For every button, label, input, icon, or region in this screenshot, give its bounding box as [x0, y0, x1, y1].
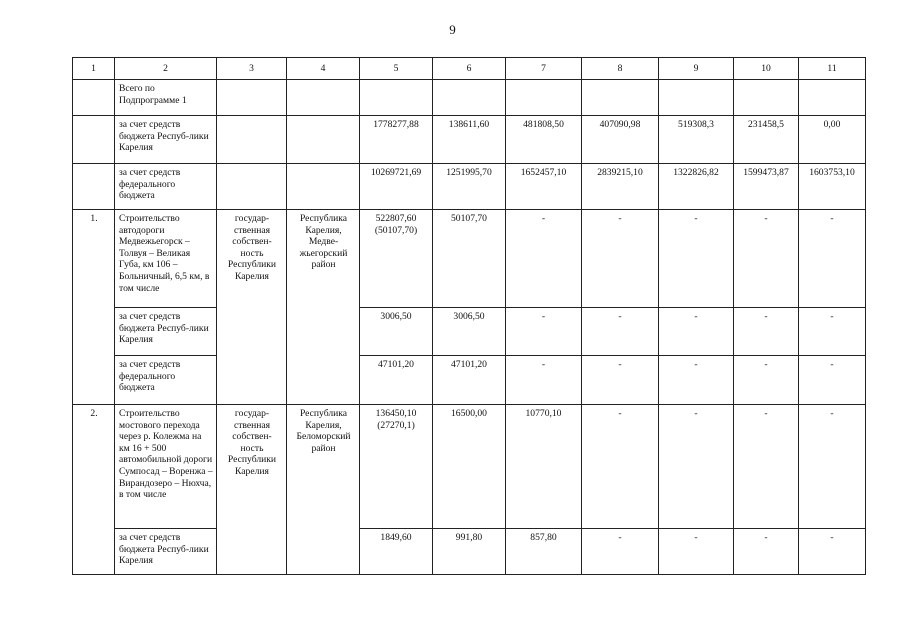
table-cell: [433, 80, 506, 116]
ownership-cell: государ-ственная собствен-ность Республики Карелия: [217, 405, 287, 575]
table-cell: [582, 80, 659, 116]
location-cell: Республика Карелия, Медве-жьегорский район: [287, 210, 360, 405]
table-cell: [217, 80, 287, 116]
table-cell: [73, 164, 115, 210]
value-cell: 1251995,70: [433, 164, 506, 210]
budget-table: [72, 57, 866, 575]
value-cell: 1599473,87: [734, 164, 799, 210]
value-cell: -: [582, 529, 659, 575]
summary-regional-row: [73, 116, 866, 164]
funding-source-label: за счет средств бюджета Респуб-лики Карелия: [115, 308, 217, 356]
table-cell: [73, 116, 115, 164]
value-cell: -: [506, 210, 582, 308]
value-cell: -: [506, 308, 582, 356]
table-cell: [217, 116, 287, 164]
value-cell: -: [659, 210, 734, 308]
project-regional-row: [73, 308, 866, 356]
value-cell: -: [582, 210, 659, 308]
value-cell: 1652457,10: [506, 164, 582, 210]
value-cell: -: [734, 405, 799, 529]
table-cell: [659, 80, 734, 116]
column-header: 8: [582, 58, 659, 80]
project-federal-row: [73, 356, 866, 405]
value-cell: -: [799, 529, 866, 575]
column-header: 11: [799, 58, 866, 80]
column-header: 9: [659, 58, 734, 80]
column-number-row: [73, 58, 866, 80]
project-row: [73, 210, 866, 308]
summary-total-row: [73, 80, 866, 116]
value-cell: 481808,50: [506, 116, 582, 164]
table-cell: [287, 116, 360, 164]
value-cell: -: [582, 308, 659, 356]
value-cell: 231458,5: [734, 116, 799, 164]
table-cell: [506, 80, 582, 116]
table-cell: [287, 80, 360, 116]
value-cell: -: [659, 356, 734, 405]
funding-source-label: за счет средств бюджета Респуб-лики Карелия: [115, 529, 217, 575]
project-name: Строительство мостового перехода через р. Колежма на км 16 + 500 автомобильной дороги Сумпосад – Воренжа – Вирандозеро – Нюхча, в том числе: [115, 405, 217, 529]
value-cell: -: [799, 210, 866, 308]
value-cell: -: [799, 308, 866, 356]
value-cell: -: [799, 405, 866, 529]
column-header: 1: [73, 58, 115, 80]
row-number: 1.: [73, 210, 115, 405]
value-cell: 16500,00: [433, 405, 506, 529]
funding-source-label: за счет средств федерального бюджета: [115, 356, 217, 405]
project-row: [73, 405, 866, 529]
value-cell: -: [659, 529, 734, 575]
value-cell: 47101,20: [360, 356, 433, 405]
value-cell: -: [799, 356, 866, 405]
location-cell: Республика Карелия, Беломорский район: [287, 405, 360, 575]
table-cell: [217, 164, 287, 210]
column-header: 2: [115, 58, 217, 80]
value-cell: 0,00: [799, 116, 866, 164]
column-header: 7: [506, 58, 582, 80]
value-cell: 47101,20: [433, 356, 506, 405]
value-cell: 10770,10: [506, 405, 582, 529]
value-cell: 857,80: [506, 529, 582, 575]
value-cell: -: [582, 356, 659, 405]
project-name: Строительство автодороги Медвежьегорск – Толвуя – Великая Губа, км 106 – Больничный, 6,5 км, в том числе: [115, 210, 217, 308]
value-cell: 3006,50: [433, 308, 506, 356]
value-cell: 3006,50: [360, 308, 433, 356]
value-cell: 991,80: [433, 529, 506, 575]
summary-federal-row: [73, 164, 866, 210]
value-cell: 2839215,10: [582, 164, 659, 210]
value-cell: -: [734, 308, 799, 356]
value-cell: -: [506, 356, 582, 405]
value-cell: -: [734, 356, 799, 405]
value-cell: -: [734, 529, 799, 575]
value-cell: 519308,3: [659, 116, 734, 164]
value-cell: -: [659, 405, 734, 529]
column-header: 4: [287, 58, 360, 80]
value-cell: 138611,60: [433, 116, 506, 164]
value-cell: 407090,98: [582, 116, 659, 164]
table-cell: [799, 80, 866, 116]
value-cell: 1778277,88: [360, 116, 433, 164]
value-cell: 50107,70: [433, 210, 506, 308]
value-cell: -: [659, 308, 734, 356]
value-cell: 136450,10 (27270,1): [360, 405, 433, 529]
project-regional-row: [73, 529, 866, 575]
row-number: 2.: [73, 405, 115, 575]
ownership-cell: государ-ственная собствен-ность Республики Карелия: [217, 210, 287, 405]
value-cell: 1603753,10: [799, 164, 866, 210]
value-cell: -: [734, 210, 799, 308]
value-cell: 1322826,82: [659, 164, 734, 210]
value-cell: 1849,60: [360, 529, 433, 575]
table-cell: [360, 80, 433, 116]
column-header: 3: [217, 58, 287, 80]
value-cell: -: [582, 405, 659, 529]
funding-source-label: за счет средств бюджета Респуб-лики Карелия: [115, 116, 217, 164]
column-header: 10: [734, 58, 799, 80]
value-cell: 10269721,69: [360, 164, 433, 210]
table-cell: [287, 164, 360, 210]
page-number: 9: [449, 22, 456, 37]
column-header: 5: [360, 58, 433, 80]
table-cell: [73, 80, 115, 116]
summary-total-label: Всего по Подпрограмме 1: [115, 80, 217, 116]
funding-source-label: за счет средств федерального бюджета: [115, 164, 217, 210]
table-cell: [734, 80, 799, 116]
value-cell: 522807,60 (50107,70): [360, 210, 433, 308]
column-header: 6: [433, 58, 506, 80]
